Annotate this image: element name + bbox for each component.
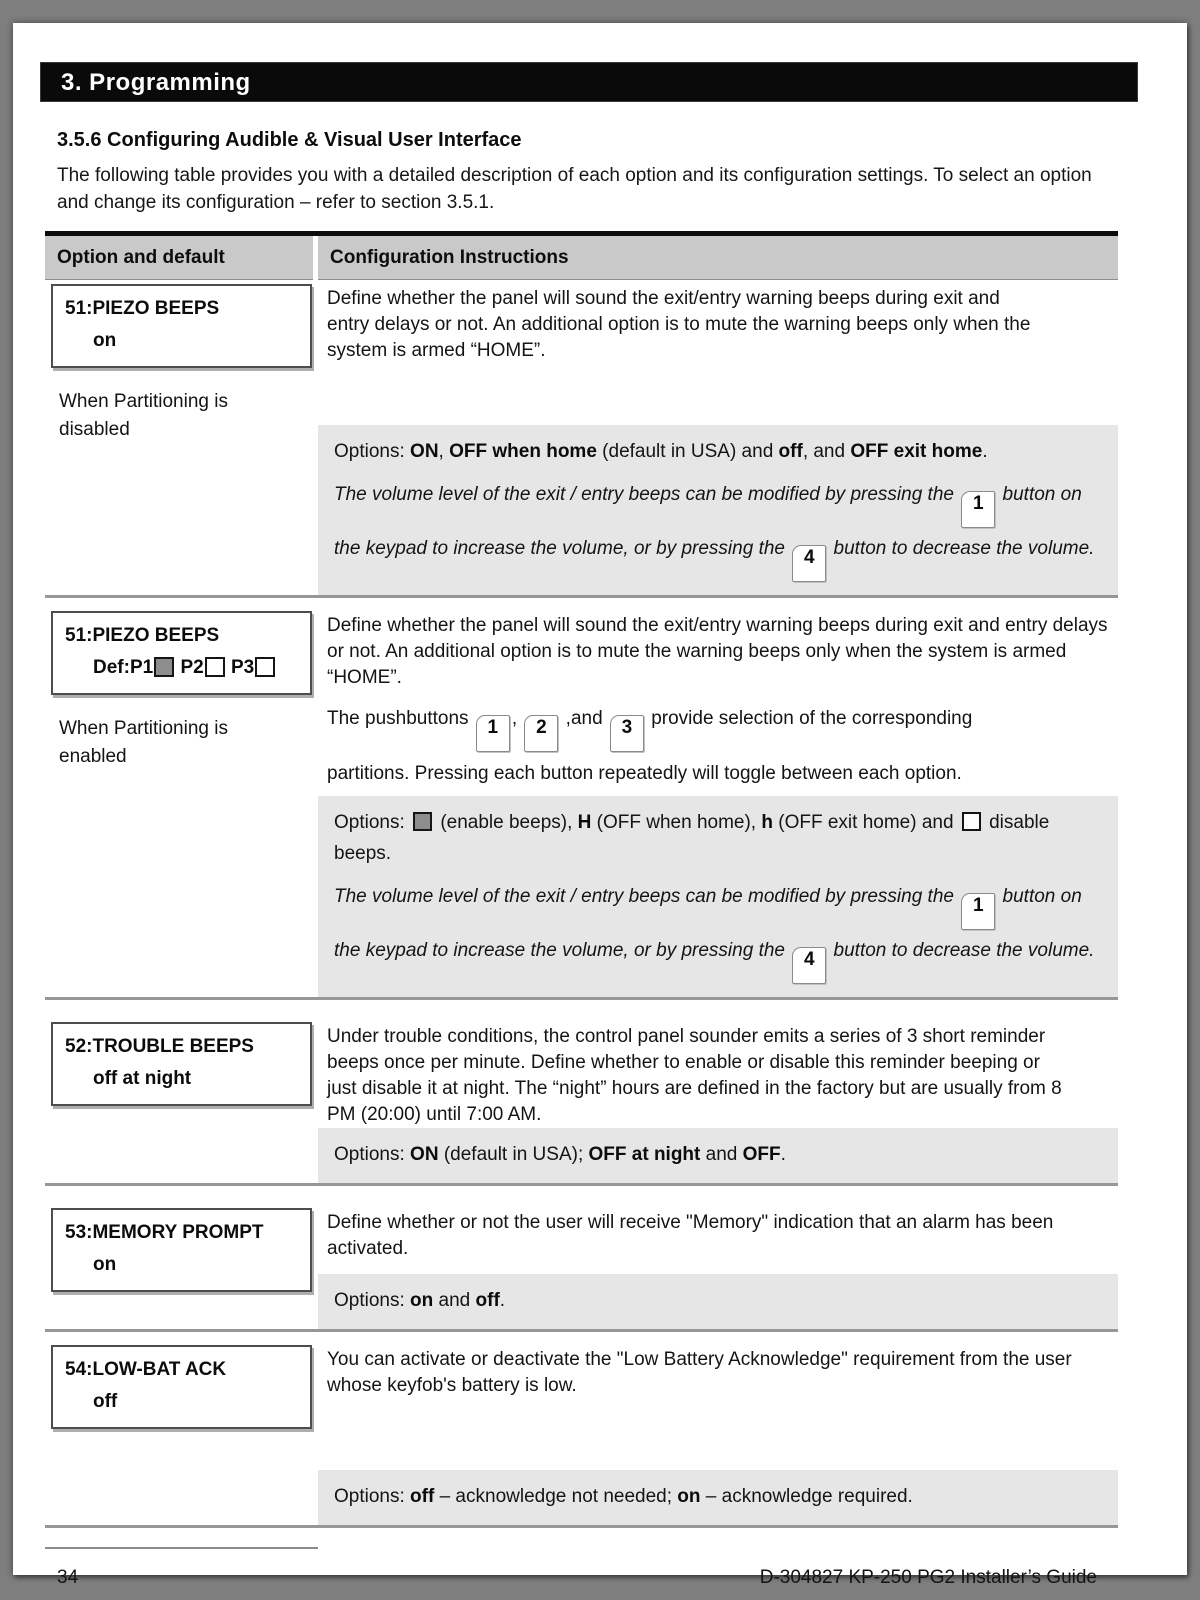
config-cell (318, 611, 1118, 997)
option-default-value: on (93, 330, 117, 351)
option-default-value: Def:P1 P2 P3 (93, 657, 304, 679)
option-box (51, 1208, 312, 1292)
options-summary-line: Options: ON, OFF when home (default in USA) and off, and OFF exit home. (334, 441, 988, 462)
option-box (51, 1345, 312, 1429)
option-cell (45, 1022, 313, 1183)
config-description: Define whether the panel will sound the exit/entry warning beeps during exit and entry delays or not. An additional option is to mute the warning beeps only when the system is armed “HOME”. (327, 288, 1031, 361)
keypad-key-2-icon: 2 (524, 715, 558, 752)
options-summary-line: Options: ON (default in USA); OFF at night and OFF. (334, 1144, 786, 1165)
option-cell (45, 284, 313, 595)
options-summary-block (318, 425, 1118, 595)
option-code-label: 51:PIEZO BEEPS (65, 625, 220, 646)
page-number: 34 (57, 1567, 79, 1588)
option-cell (45, 1345, 313, 1525)
pushbuttons-note: The pushbuttons 1 , 2 ,and 3 provide selection of the corresponding partitions. Pressing each button repeatedly will toggle between each option. (327, 708, 973, 784)
option-default-value: on (93, 1254, 117, 1275)
options-summary-block (318, 1470, 1118, 1525)
option-code-label: 51:PIEZO BEEPS (65, 298, 220, 319)
table-row-52-trouble-beeps (45, 1000, 1118, 1186)
config-description: Define whether or not the user will receive "Memory" indication that an alarm has been activated. (327, 1212, 1054, 1259)
option-box (51, 611, 312, 695)
options-summary-line: Options: (enable beeps), H (OFF when home), h (OFF exit home) and disable beeps. (334, 812, 1050, 864)
header-cell-configuration-instructions: Configuration Instructions (318, 236, 1118, 280)
options-table (45, 231, 1118, 1528)
keypad-key-3-icon: 3 (610, 715, 644, 752)
keypad-key-1-icon: 1 (476, 715, 510, 752)
empty-square-icon (255, 657, 275, 677)
filled-square-icon (413, 812, 432, 831)
options-summary-block (318, 1128, 1118, 1183)
config-cell (318, 1345, 1118, 1525)
table-header-row (45, 231, 1118, 280)
option-default-value: off at night (93, 1068, 192, 1089)
partitioning-note: When Partitioning is enabled (59, 718, 228, 767)
option-cell (45, 1208, 313, 1329)
option-code-label: 52:TROUBLE BEEPS (65, 1036, 254, 1057)
volume-adjust-note: The volume level of the exit / entry beeps can be modified by pressing the 1 button on the keypad to increase the volume, or by pressing the 4 button to decrease the volume. (334, 474, 1102, 582)
option-box (51, 284, 312, 368)
config-cell (318, 284, 1118, 595)
config-description: Under trouble conditions, the control panel sounder emits a series of 3 short reminder beeps once per minute. Define whether to enable or disable this reminder beeping or just disable it at night. The “night” hours are defined in the factory but are usually from 8 PM (20:00) until 7:00 AM. (327, 1026, 1062, 1125)
options-summary-block (318, 796, 1118, 997)
page-footer (57, 1567, 1097, 1589)
section-heading: 3.5.6 Configuring Audible & Visual User Interface (57, 129, 522, 151)
volume-adjust-note: The volume level of the exit / entry beeps can be modified by pressing the 1 button on the keypad to increase the volume, or by pressing the 4 button to decrease the volume. (334, 876, 1102, 984)
left-column-end-rule (45, 1547, 318, 1549)
keypad-key-4-icon: 4 (792, 947, 826, 984)
options-summary-block (318, 1274, 1118, 1329)
table-row-51-piezo-beeps-disabled (45, 280, 1118, 598)
option-code-label: 54:LOW-BAT ACK (65, 1359, 227, 1380)
option-cell (45, 611, 313, 997)
table-row-51-piezo-beeps-enabled (45, 598, 1118, 1000)
options-summary-line: Options: on and off. (334, 1290, 506, 1311)
chapter-title: 3. Programming (61, 69, 251, 96)
table-row-54-low-bat-ack (45, 1332, 1118, 1528)
keypad-key-4-icon: 4 (792, 545, 826, 582)
header-cell-option-and-default: Option and default (45, 236, 313, 280)
option-default-value: off (93, 1391, 118, 1412)
keypad-key-1-icon: 1 (961, 491, 995, 528)
config-description: You can activate or deactivate the "Low Battery Acknowledge" requirement from the user whose keyfob's battery is low. (327, 1349, 1072, 1396)
empty-square-icon (962, 812, 981, 831)
document-page (13, 23, 1187, 1588)
doc-reference: D-304827 KP-250 PG2 Installer’s Guide (759, 1567, 1097, 1588)
empty-square-icon (205, 657, 225, 677)
option-code-label: 53:MEMORY PROMPT (65, 1222, 264, 1243)
partitioning-note: When Partitioning is disabled (59, 391, 228, 440)
intro-paragraph: The following table provides you with a detailed description of each option and its configuration settings. To select an option and change its configuration – refer to section 3.5.1. (57, 165, 1092, 213)
options-summary-line: Options: off – acknowledge not needed; on – acknowledge required. (334, 1486, 913, 1507)
table-row-53-memory-prompt (45, 1186, 1118, 1332)
chapter-header-bar (40, 62, 1138, 102)
keypad-key-1-icon: 1 (961, 893, 995, 930)
config-description: Define whether the panel will sound the exit/entry warning beeps during exit and entry delays or not. An additional option is to mute the warning beeps only when the system is armed “HOME”. (327, 615, 1108, 688)
option-box (51, 1022, 312, 1106)
config-cell (318, 1022, 1118, 1183)
config-cell (318, 1208, 1118, 1329)
filled-square-icon (154, 657, 174, 677)
